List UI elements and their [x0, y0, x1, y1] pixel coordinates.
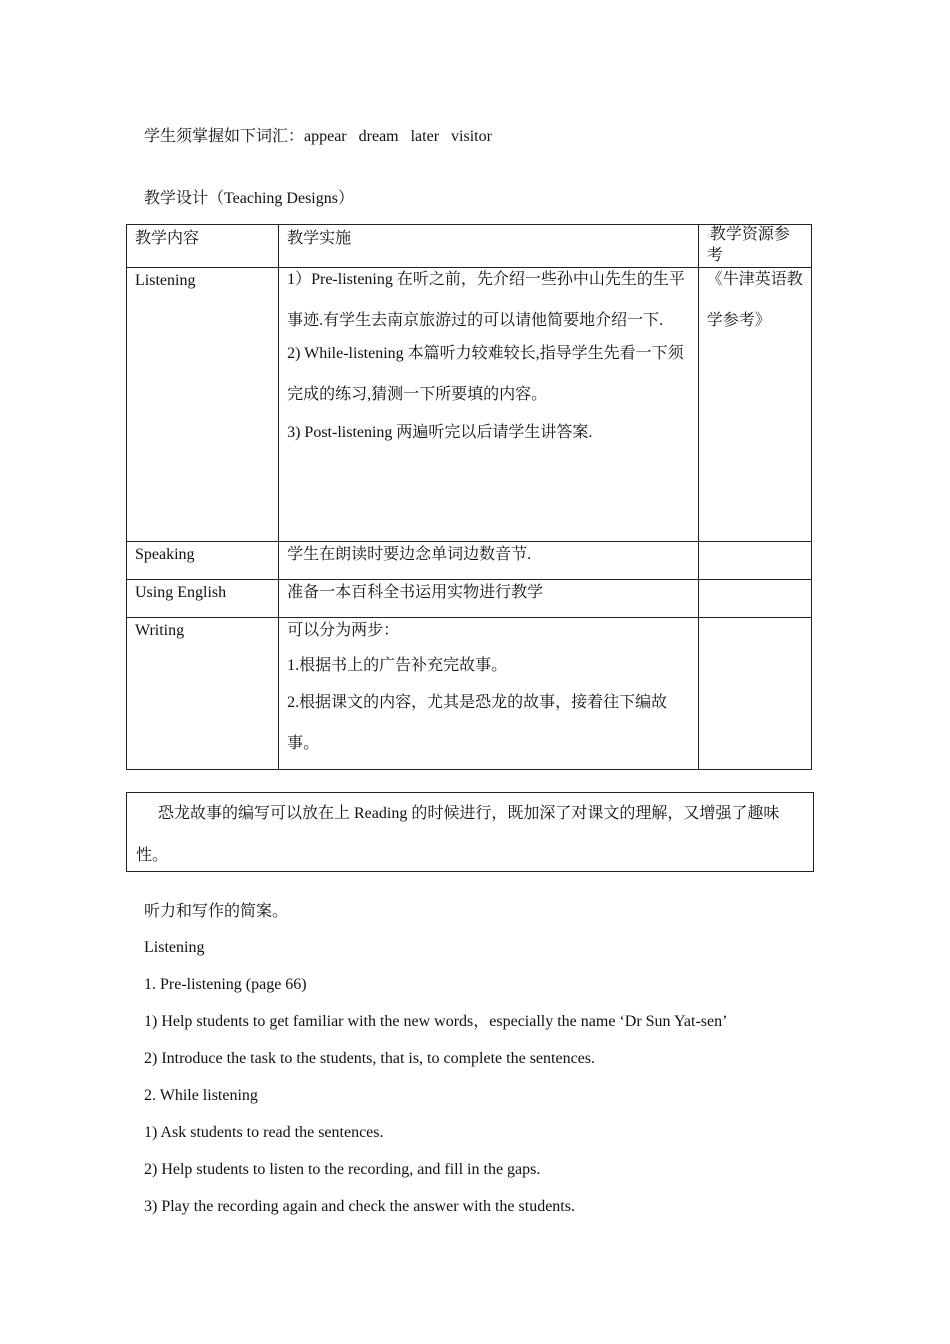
writing-label: Writing	[127, 618, 279, 770]
listening-resource-text: 《牛津英语教学参考》	[706, 271, 803, 329]
listening-post: 3) Post-listening 两遍听完以后请学生讲答案.	[287, 424, 593, 441]
listening-content	[279, 268, 699, 542]
table-row-listening	[127, 268, 812, 542]
while-listening-title: 2. While listening	[144, 1087, 258, 1104]
speaking-content: 学生在朗读时要边念单词边数音节.	[279, 542, 699, 580]
while-listening-step-1: 1) Ask students to read the sentences.	[144, 1124, 384, 1141]
writing-step-2: 2.根据课文的内容，尤其是恐龙的故事，接着往下编故事。	[287, 694, 668, 752]
writing-intro: 可以分为两步：	[287, 622, 400, 639]
while-listening-step-3: 3) Play the recording again and check the answer with the students.	[144, 1198, 575, 1215]
using-english-label: Using English	[127, 580, 279, 618]
teaching-design-table	[126, 224, 812, 770]
pre-listening-title: 1. Pre-listening (page 66)	[144, 976, 307, 993]
listening-resource	[698, 268, 811, 542]
header-resources-label: 教学资源参考	[706, 226, 790, 264]
header-implementation: 教学实施	[279, 225, 699, 268]
pre-listening-step-1: 1) Help students to get familiar with the new words，especially the name ‘Dr Sun Yat-sen’	[144, 1013, 728, 1030]
listening-label: Listening	[127, 268, 279, 542]
teaching-design-heading: 教学设计（Teaching Designs）	[144, 190, 354, 207]
pre-listening-step-2: 2) Introduce the task to the students, that is, to complete the sentences.	[144, 1050, 595, 1067]
using-english-content: 准备一本百科全书运用实物进行教学	[279, 580, 699, 618]
listening-pre: 1）Pre-listening 在听之前，先介绍一些孙中山先生的生平事迹.有学生去南京旅游过的可以请他简要地介绍一下.	[287, 271, 685, 329]
header-resources: ◦教学资源参考	[698, 225, 811, 268]
listening-while: 2) While-listening 本篇听力较难较长,指导学生先看一下须完成的练习,猜测一下所要填的内容。	[287, 345, 684, 403]
using-english-resource	[698, 580, 811, 618]
note-box	[126, 792, 814, 872]
header-content: 教学内容	[127, 225, 279, 268]
table-row-using-english	[127, 580, 812, 618]
writing-step-1: 1.根据书上的广告补充完故事。	[287, 657, 508, 674]
table-row-writing	[127, 618, 812, 770]
writing-content	[279, 618, 699, 770]
note-text: 恐龙故事的编写可以放在上 Reading 的时候进行，既加深了对课文的理解，又增强了趣味性。	[136, 805, 780, 864]
plan-intro: 听力和写作的简案。	[144, 903, 289, 920]
while-listening-step-2: 2) Help students to listen to the recording, and fill in the gaps.	[144, 1161, 541, 1178]
table-row-speaking	[127, 542, 812, 580]
plan-section-title: Listening	[144, 939, 205, 956]
speaking-label: Speaking	[127, 542, 279, 580]
writing-resource	[698, 618, 811, 770]
speaking-resource	[698, 542, 811, 580]
vocabulary-line: 学生须掌握如下词汇：appear dream later visitor	[144, 128, 492, 145]
